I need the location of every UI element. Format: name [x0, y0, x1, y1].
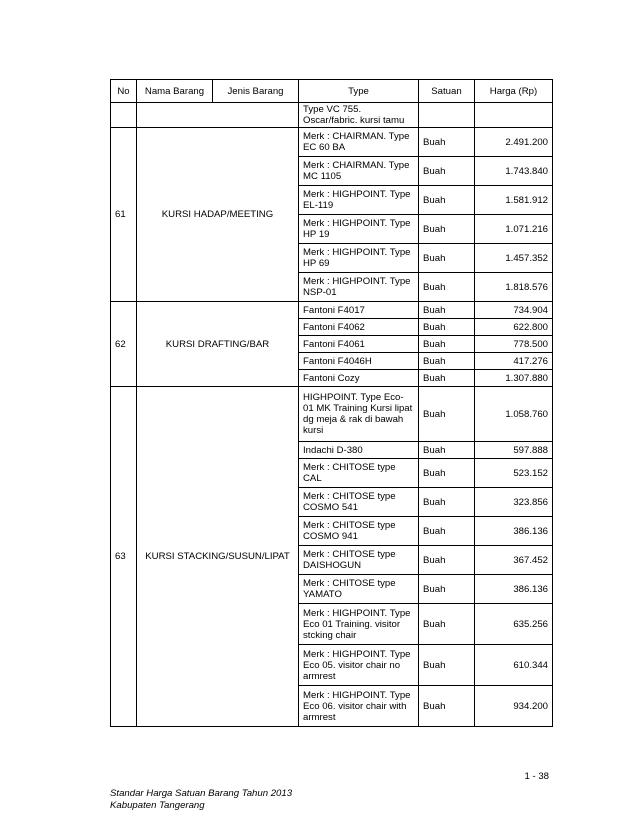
- item-type: Merk : CHITOSE type DAISHOGUN: [299, 546, 419, 575]
- footer-title-line1: Standar Harga Satuan Barang Tahun 2013: [110, 788, 293, 799]
- item-harga: 1.818.576: [475, 273, 553, 302]
- item-satuan: Buah: [419, 517, 475, 546]
- table-row: [111, 128, 553, 157]
- carryover-no: [111, 103, 137, 128]
- item-type: Fantoni Cozy: [299, 370, 419, 387]
- header-harga: Harga (Rp): [475, 80, 553, 103]
- item-harga: 635.256: [475, 604, 553, 645]
- header-jenis-barang: Jenis Barang: [213, 80, 299, 103]
- item-harga: 778.500: [475, 336, 553, 353]
- item-harga: 1.058.760: [475, 387, 553, 442]
- item-satuan: Buah: [419, 215, 475, 244]
- item-type: Indachi D-380: [299, 442, 419, 459]
- item-harga: 323.856: [475, 488, 553, 517]
- item-type: Fantoni F4061: [299, 336, 419, 353]
- item-type: Merk : CHITOSE type YAMATO: [299, 575, 419, 604]
- group-nama-barang: KURSI DRAFTING/BAR: [137, 302, 299, 387]
- group-nama-barang: KURSI STACKING/SUSUN/LIPAT: [137, 387, 299, 727]
- item-harga: 386.136: [475, 575, 553, 604]
- item-type: Merk : HIGHPOINT. Type NSP-01: [299, 273, 419, 302]
- item-satuan: Buah: [419, 273, 475, 302]
- item-type: Merk : HIGHPOINT. Type EL-119: [299, 186, 419, 215]
- item-type: Merk : CHAIRMAN. Type EC 60 BA: [299, 128, 419, 157]
- item-satuan: Buah: [419, 336, 475, 353]
- item-harga: 523.152: [475, 459, 553, 488]
- footer-title-line2: Kabupaten Tangerang: [110, 800, 205, 811]
- header-nama-barang: Nama Barang: [137, 80, 213, 103]
- item-satuan: Buah: [419, 353, 475, 370]
- item-satuan: Buah: [419, 157, 475, 186]
- table-header-row: [111, 80, 553, 103]
- item-type: Merk : HIGHPOINT. Type Eco 05. visitor chair no armrest: [299, 645, 419, 686]
- carryover-row: [111, 103, 553, 128]
- table-row: [111, 387, 553, 442]
- item-satuan: Buah: [419, 128, 475, 157]
- carryover-harga: [475, 103, 553, 128]
- item-harga: 367.452: [475, 546, 553, 575]
- item-harga: 610.344: [475, 645, 553, 686]
- header-type: Type: [299, 80, 419, 103]
- item-harga: 622.800: [475, 319, 553, 336]
- carryover-nama: [137, 103, 299, 128]
- item-satuan: Buah: [419, 604, 475, 645]
- item-type: Merk : CHITOSE type COSMO 541: [299, 488, 419, 517]
- item-satuan: Buah: [419, 370, 475, 387]
- item-harga: 386.136: [475, 517, 553, 546]
- item-type: Fantoni F4017: [299, 302, 419, 319]
- item-harga: 597.888: [475, 442, 553, 459]
- table-body: [111, 103, 553, 727]
- item-type: HIGHPOINT. Type Eco-01 MK Training Kursi lipat dg meja & rak di bawah kursi: [299, 387, 419, 442]
- item-type: Merk : HIGHPOINT. Type HP 19: [299, 215, 419, 244]
- item-satuan: Buah: [419, 319, 475, 336]
- item-satuan: Buah: [419, 459, 475, 488]
- item-satuan: Buah: [419, 442, 475, 459]
- item-satuan: Buah: [419, 244, 475, 273]
- item-satuan: Buah: [419, 302, 475, 319]
- carryover-satuan: [419, 103, 475, 128]
- item-satuan: Buah: [419, 645, 475, 686]
- item-harga: 417.276: [475, 353, 553, 370]
- item-satuan: Buah: [419, 546, 475, 575]
- item-satuan: Buah: [419, 575, 475, 604]
- item-type: Merk : CHAIRMAN. Type MC 1105: [299, 157, 419, 186]
- group-number: 62: [111, 302, 137, 387]
- price-table: [110, 79, 553, 727]
- page-number: 1 - 38: [524, 771, 549, 782]
- item-harga: 1.071.216: [475, 215, 553, 244]
- carryover-type: Type VC 755. Oscar/fabric. kursi tamu: [299, 103, 419, 128]
- table-row: [111, 302, 553, 319]
- item-type: Merk : CHITOSE type CAL: [299, 459, 419, 488]
- item-satuan: Buah: [419, 686, 475, 727]
- group-number: 61: [111, 128, 137, 302]
- group-nama-barang: KURSI HADAP/MEETING: [137, 128, 299, 302]
- item-type: Merk : CHITOSE type COSMO 941: [299, 517, 419, 546]
- group-number: 63: [111, 387, 137, 727]
- item-harga: 1.743.840: [475, 157, 553, 186]
- item-harga: 1.581.912: [475, 186, 553, 215]
- header-satuan: Satuan: [419, 80, 475, 103]
- header-no: No: [111, 80, 137, 103]
- item-type: Merk : HIGHPOINT. Type Eco 01 Training. visitor stcking chair: [299, 604, 419, 645]
- item-satuan: Buah: [419, 488, 475, 517]
- item-satuan: Buah: [419, 387, 475, 442]
- item-type: Fantoni F4046H: [299, 353, 419, 370]
- item-harga: 1.307.880: [475, 370, 553, 387]
- item-type: Merk : HIGHPOINT. Type Eco 06. visitor chair with armrest: [299, 686, 419, 727]
- item-satuan: Buah: [419, 186, 475, 215]
- item-type: Fantoni F4062: [299, 319, 419, 336]
- footer-title: [110, 788, 292, 812]
- item-type: Merk : HIGHPOINT. Type HP 69: [299, 244, 419, 273]
- item-harga: 1.457.352: [475, 244, 553, 273]
- item-harga: 734.904: [475, 302, 553, 319]
- item-harga: 2.491.200: [475, 128, 553, 157]
- item-harga: 934.200: [475, 686, 553, 727]
